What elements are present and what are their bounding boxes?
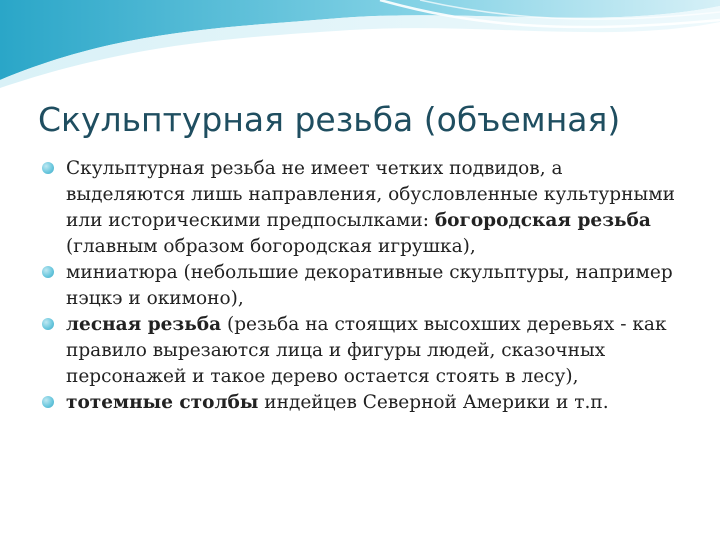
text-run: (резьба на стоящих высохших деревьях - как правило вырезаются лица и фигуры людей, сказочных персонажей и такое дерево остается стоять в лесу), — [66, 314, 667, 387]
list-item — [42, 390, 682, 416]
bullet-dot-icon — [42, 396, 54, 408]
bullet-dot-icon — [42, 162, 54, 174]
bullet-dot-icon — [42, 318, 54, 330]
text-run-bold: лесная резьба — [66, 314, 222, 335]
slide-title: Скульптурная резьба (объемная) — [38, 100, 621, 139]
bullet-dot-icon — [42, 266, 54, 278]
text-run: Скульптурная резьба не имеет четких подвидов, а выделяются лишь направления, обусловленные культурными или историческими предпосылками: — [66, 158, 675, 231]
list-item — [42, 312, 682, 390]
text-run: миниатюра (небольшие декоративные скульптуры, например нэцкэ и окимоно), — [66, 262, 673, 309]
text-run: (главным образом богородская игрушка), — [66, 236, 476, 257]
header-wave-decoration — [0, 0, 720, 90]
text-run-bold: тотемные столбы — [66, 392, 259, 413]
list-item — [42, 260, 682, 312]
text-run-bold: богородская резьба — [434, 210, 651, 231]
list-item — [42, 156, 682, 260]
bullet-list — [42, 156, 682, 416]
text-run: индейцев Северной Америки и т.п. — [258, 392, 609, 413]
